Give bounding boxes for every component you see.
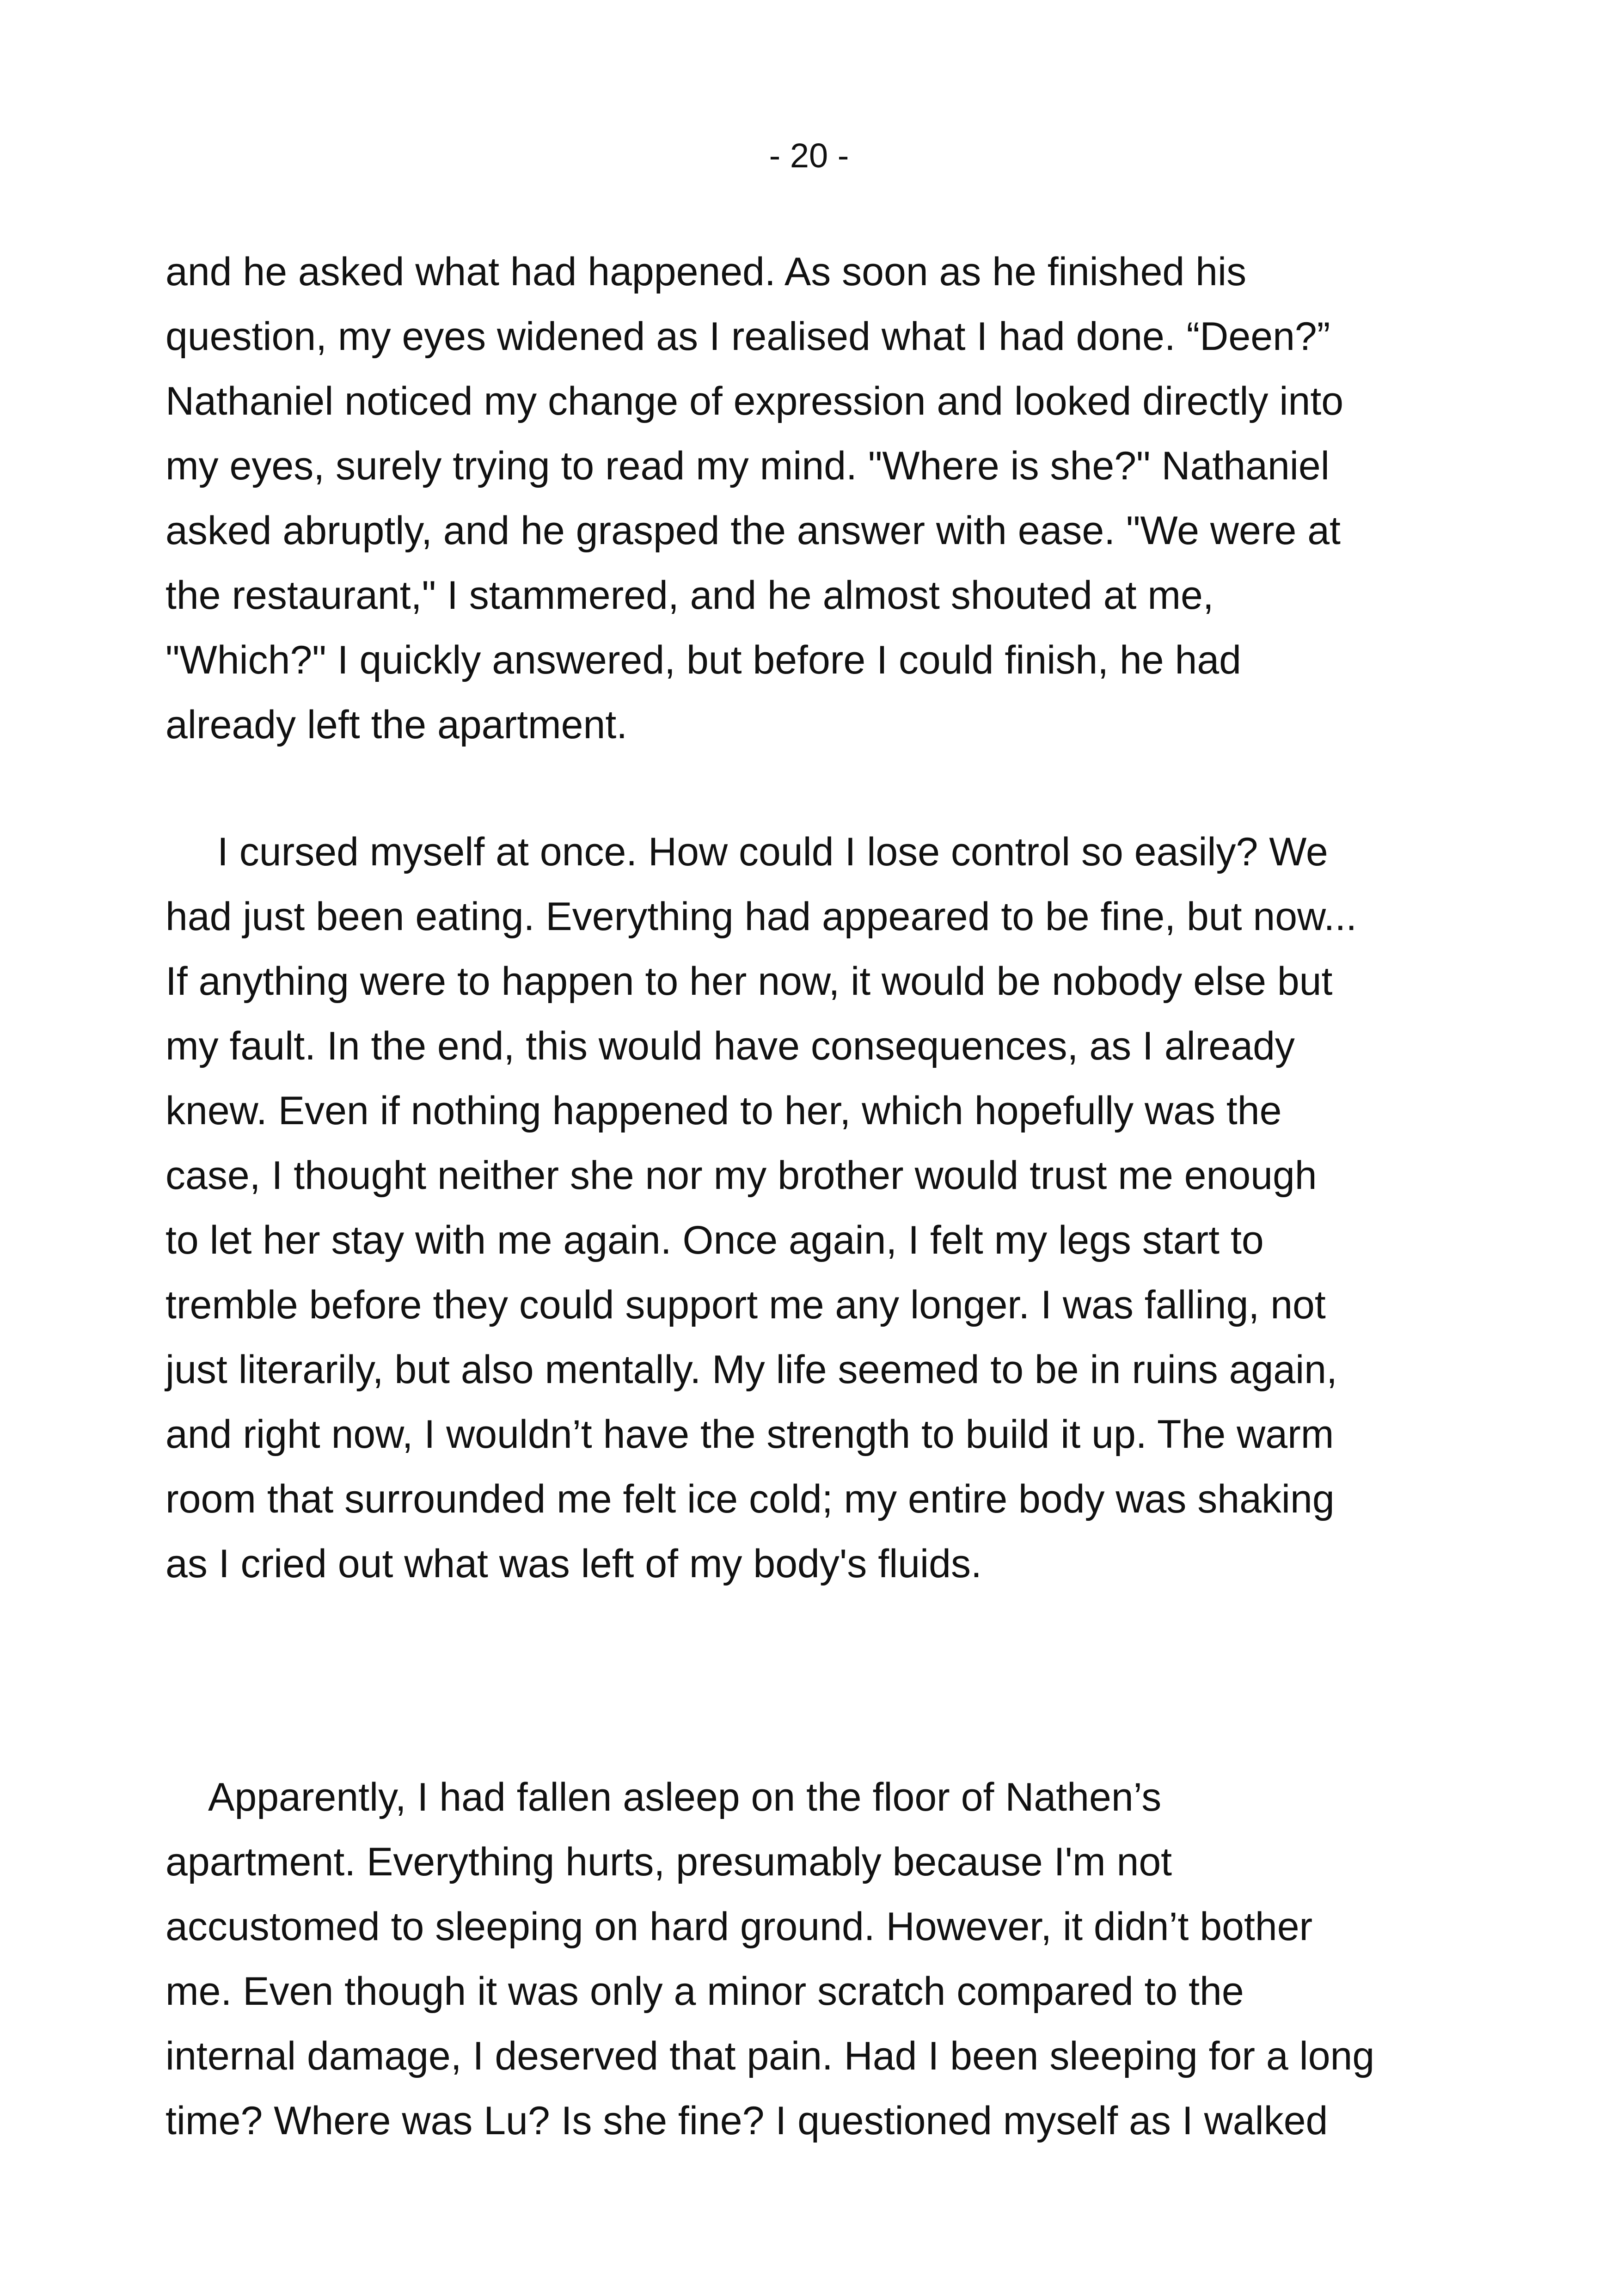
- text-line: me. Even though it was only a minor scratch compared to the: [165, 1969, 1244, 2014]
- text-line: case, I thought neither she nor my brother would trust me enough: [165, 1153, 1317, 1198]
- text-line: and he asked what had happened. As soon as he finished his: [165, 250, 1247, 294]
- text-line: asked abruptly, and he grasped the answer with ease. "We were at: [165, 508, 1341, 553]
- page-number: - 20 -: [769, 136, 849, 175]
- text-line: knew. Even if nothing happened to her, which hopefully was the: [165, 1089, 1282, 1133]
- text-line: to let her stay with me again. Once again, I felt my legs start to: [165, 1218, 1264, 1262]
- text-line: accustomed to sleeping on hard ground. However, it didn’t bother: [165, 1904, 1313, 1949]
- text-line: Apparently, I had fallen asleep on the floor of Nathen’s: [208, 1775, 1162, 1819]
- text-line: Nathaniel noticed my change of expression and looked directly into: [165, 379, 1344, 423]
- text-line: just literarily, but also mentally. My life seemed to be in ruins again,: [165, 1347, 1337, 1392]
- text-line: I cursed myself at once. How could I lose control so easily? We: [217, 830, 1328, 874]
- text-line: had just been eating. Everything had appeared to be fine, but now...: [165, 894, 1357, 939]
- text-line: If anything were to happen to her now, it would be nobody else but: [165, 959, 1333, 1004]
- text-line: and right now, I wouldn’t have the strength to build it up. The warm: [165, 1412, 1334, 1457]
- text-line: internal damage, I deserved that pain. Had I been sleeping for a long: [165, 2034, 1375, 2078]
- text-line: already left the apartment.: [165, 703, 628, 747]
- text-line: room that surrounded me felt ice cold; my entire body was shaking: [165, 1477, 1335, 1521]
- text-line: my fault. In the end, this would have consequences, as I already: [165, 1024, 1295, 1068]
- text-line: my eyes, surely trying to read my mind. "Where is she?" Nathaniel: [165, 444, 1330, 488]
- text-line: the restaurant," I stammered, and he almost shouted at me,: [165, 573, 1214, 618]
- text-line: as I cried out what was left of my body's fluids.: [165, 1542, 982, 1586]
- text-line: question, my eyes widened as I realised what I had done. “Deen?”: [165, 314, 1330, 359]
- text-line: time? Where was Lu? Is she fine? I questioned myself as I walked: [165, 2099, 1328, 2143]
- text-line: "Which?" I quickly answered, but before I could finish, he had: [165, 638, 1241, 682]
- text-line: tremble before they could support me any longer. I was falling, not: [165, 1283, 1326, 1327]
- text-line: apartment. Everything hurts, presumably because I'm not: [165, 1840, 1172, 1884]
